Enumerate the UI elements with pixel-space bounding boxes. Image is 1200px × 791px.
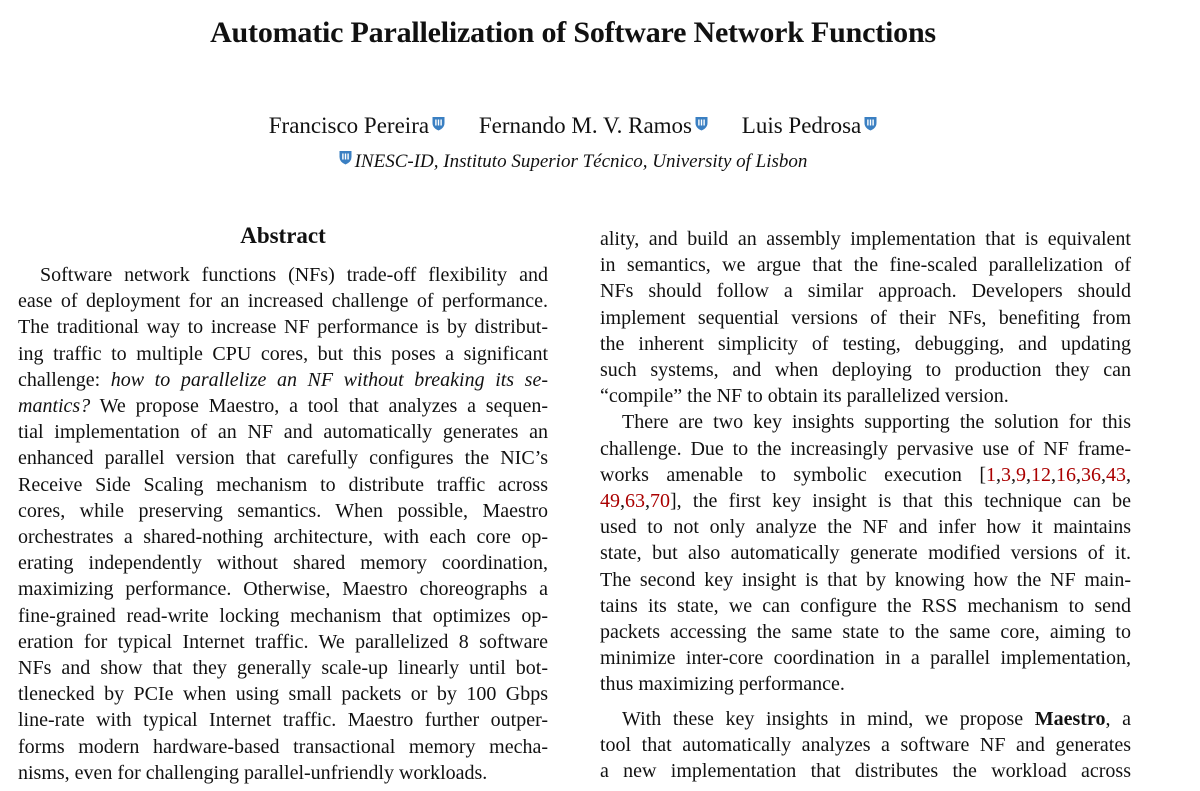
citation-link[interactable]: 43 bbox=[1106, 463, 1126, 486]
text-line: nisms, even for challenging parallel-unfriendly workloads. bbox=[18, 761, 488, 784]
text-line: works amenable to symbolic execution [1,3,9,12,16,36,43, bbox=[600, 463, 1131, 486]
affiliation bbox=[0, 150, 1146, 173]
author-name: Luis Pedrosa bbox=[741, 113, 862, 138]
text-line: eration for typical Internet traffic. We parallelized 8 software bbox=[18, 630, 548, 653]
text-line: erating independently without shared memory coordination, bbox=[18, 552, 548, 575]
text-line: There are two key insights supporting the solution for this bbox=[622, 411, 1131, 434]
text-line: “compile” the NF to obtain its parallelized version. bbox=[600, 385, 1009, 408]
text-segment: challenge: bbox=[18, 368, 111, 391]
text-line bbox=[18, 367, 548, 393]
orcid-icon bbox=[432, 116, 445, 131]
text-line: The second key insight is that by knowing how the NF main- bbox=[600, 568, 1131, 591]
text-line: maximizing performance. Otherwise, Maestro choreographs a bbox=[18, 578, 548, 601]
text-segment: , a bbox=[1105, 707, 1131, 730]
text-line: challenge. Due to the increasingly pervasive use of NF frame- bbox=[600, 437, 1131, 460]
citation-link[interactable]: 1 bbox=[986, 463, 996, 486]
text-line: 49,63,70], the first key insight is that this technique can be bbox=[600, 490, 1131, 513]
text-segment: works amenable to symbolic execution [ bbox=[600, 463, 986, 486]
author-2 bbox=[479, 113, 708, 139]
paragraph-gap bbox=[600, 698, 1131, 706]
author-3 bbox=[742, 113, 877, 139]
text-line: state, but also automatically generate modified versions of it. bbox=[600, 542, 1131, 565]
intro-body bbox=[600, 226, 1131, 784]
author-name: Fernando M. V. Ramos bbox=[478, 113, 693, 138]
text-line: NFs and show that they generally scale-up linearly until bot- bbox=[18, 657, 548, 680]
paper-title: Automatic Parallelization of Software Network Functions bbox=[210, 16, 936, 49]
text-line: tool that automatically analyzes a software NF and generates bbox=[600, 733, 1131, 756]
text-line: The traditional way to increase NF performance is by distribut- bbox=[18, 316, 548, 339]
text-line bbox=[600, 706, 1131, 732]
text-line: tial implementation of an NF and automatically generates an bbox=[18, 421, 548, 444]
emphasis-text: how to parallelize an NF without breaking its se- bbox=[110, 368, 548, 391]
text-line: NFs should follow a similar approach. Developers should bbox=[600, 280, 1131, 303]
text-line: tains its state, we can configure the RSS mechanism to send bbox=[600, 594, 1131, 617]
citation-link[interactable]: 36 bbox=[1081, 463, 1101, 486]
text-line: tlenecked by PCIe when using small packets or by 100 Gbps bbox=[18, 683, 548, 706]
text-line: cores, while preserving semantics. When possible, Maestro bbox=[18, 499, 548, 522]
emphasis-text: mantics? bbox=[18, 395, 91, 418]
text-line: Software network functions (NFs) trade-off flexibility and bbox=[40, 264, 548, 286]
text-line: the inherent simplicity of testing, debugging, and updating bbox=[600, 332, 1131, 355]
text-line: implement sequential versions of their NFs, benefiting from bbox=[600, 306, 1131, 329]
text-line: used to not only analyze the NF and infer how it maintains bbox=[600, 516, 1131, 539]
text-line: orchestrates a shared-nothing architecture, with each core op- bbox=[18, 526, 548, 549]
text-line: ality, and build an assembly implementation that is equivalent bbox=[600, 228, 1131, 250]
author-1 bbox=[269, 113, 445, 139]
abstract-heading: Abstract bbox=[240, 223, 326, 248]
citation-link[interactable]: 63 bbox=[625, 490, 645, 513]
text-line: in semantics, we argue that the fine-scaled parallelization of bbox=[600, 254, 1131, 277]
text-line: a new implementation that distributes the workload across bbox=[600, 760, 1131, 783]
text-segment: ], the first key insight is that this technique can be bbox=[670, 490, 1131, 513]
affiliation-text: INESC-ID, Instituto Superior Técnico, University of Lisbon bbox=[354, 151, 808, 172]
text-segment: With these key insights in mind, we propose bbox=[622, 707, 1035, 730]
citation-link[interactable]: 3 bbox=[1001, 463, 1011, 486]
author-name: Francisco Pereira bbox=[268, 113, 430, 138]
orcid-icon bbox=[339, 150, 352, 165]
text-line: ing traffic to multiple CPU cores, but this poses a significant bbox=[18, 342, 548, 365]
citation-link[interactable]: 9 bbox=[1016, 463, 1026, 486]
citation-link[interactable]: 49 bbox=[600, 490, 620, 513]
abstract-body bbox=[18, 262, 548, 786]
text-line: thus maximizing performance. bbox=[600, 673, 845, 696]
citation-link[interactable]: 70 bbox=[650, 490, 670, 513]
orcid-icon bbox=[695, 116, 708, 131]
bold-text: Maestro bbox=[1034, 707, 1106, 730]
text-line: such systems, and when deploying to production they can bbox=[600, 359, 1131, 382]
citation-link[interactable]: 12 bbox=[1031, 463, 1051, 486]
text-line: enhanced parallel version that carefully configures the NIC’s bbox=[18, 447, 548, 470]
text-line: minimize inter-core coordination in a parallel implementation, bbox=[600, 647, 1131, 670]
text-line: packets accessing the same state to the same core, aiming to bbox=[600, 621, 1131, 644]
text-line: forms modern hardware-based transactional memory mecha- bbox=[18, 735, 548, 758]
citation-link[interactable]: 16 bbox=[1056, 463, 1076, 486]
text-line: ease of deployment for an increased challenge of performance. bbox=[18, 290, 548, 313]
text-line bbox=[18, 393, 548, 419]
orcid-icon bbox=[864, 116, 877, 131]
text-line: line-rate with typical Internet traffic. Maestro further outper- bbox=[18, 709, 548, 732]
author-list bbox=[0, 113, 1146, 139]
text-segment: We propose Maestro, a tool that analyzes a sequen- bbox=[90, 395, 548, 418]
text-line: Receive Side Scaling mechanism to distribute traffic across bbox=[18, 473, 548, 496]
text-line: fine-grained read-write locking mechanism that optimizes op- bbox=[18, 604, 548, 627]
